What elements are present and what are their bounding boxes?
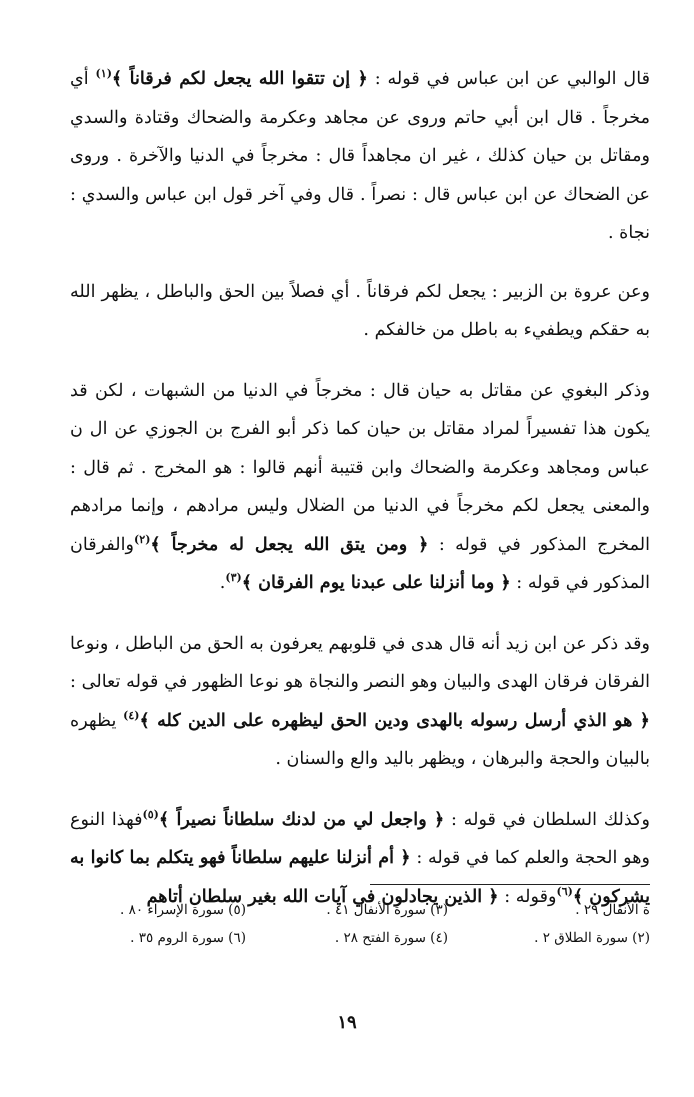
quran-quote: ﴿ هو الذي أرسل رسوله بالهدى ودين الحق ليظهره على الدين كله ﴾: [139, 709, 650, 731]
text-segment: وعن عروة بن الزبير : يجعل لكم فرقاناً . أي فصلاً بين الحق والباطل ، يظهر الله به حقكم ويطفيء به باطل من خالفكم .: [70, 281, 650, 340]
footnote-ref: (٤): [123, 708, 140, 722]
text-segment: يظهره بالبيان والحجة والبرهان ، ويظهر باليد والع والسنان .: [70, 710, 650, 769]
footnote-ref: (٣): [225, 571, 242, 585]
paragraph-5: [70, 801, 650, 917]
text-segment: والفرقان المذكور في قوله :: [70, 534, 650, 593]
quran-quote: ﴿ وما أنزلنا على عبدنا يوم الفرقان ﴾: [241, 572, 511, 593]
quran-quote: ﴿ إن تتقوا الله يجعل لكم فرقاناً ﴾: [111, 68, 368, 89]
quran-quote: ﴿ أم أنزلنا عليهم سلطاناً فهو يتكلم بما كانوا به يشركون ﴾: [70, 847, 650, 907]
quran-quote: ﴿ الذين يجادلون في آيات الله بغير سلطان أتاهم: [146, 885, 499, 907]
footnote-2: (٢) سورة الطلاق ٢ .: [534, 930, 650, 946]
text-segment: فهذا النوع وهو الحجة والعلم كما في قوله :: [70, 809, 650, 868]
footnote-3: (٣) سورة الأنفال ٤١ .: [326, 902, 448, 918]
text-segment: وذكر البغوي عن مقاتل به حيان قال : مخرجاً في الدنيا من الشبهات ، لكن قد يكون هذا تفسيراً لمراد مقاتل بن حيان كما ذكر أبو الفرج بن الجوزي عن ال ن عباس ومجاهد وعكرمة والضحاك وابن قتيبة أنهم قالوا : هو المخرج . ثم قال : والمعنى يجعل لكم مخرجاً في الدنيا من الضلال وليس مرادهم ، وإنما مرادهم المخرج المذكور في قوله :: [70, 380, 651, 555]
footnote-4: (٤) سورة الفتح ٢٨ .: [334, 930, 448, 946]
text-segment: وقد ذكر عن ابن زيد أنه قال هدى في قلوبهم يعرفون به الحق من الباطل ، ونوعا الفرقان فرقان الهدى والبيان وهو النصر والنجاة هو نوعا الظهور في قوله تعالى :: [70, 633, 651, 692]
footnote-divider: [370, 884, 650, 885]
footnote-5: (٥) سورة الإسراء ٨٠ .: [120, 902, 246, 918]
text-segment: وكذلك السلطان في قوله :: [444, 809, 650, 830]
text-segment: وقوله :: [498, 886, 557, 907]
footnote-ref: (٢): [134, 532, 151, 546]
footnote-ref: (٥): [142, 807, 159, 821]
text-segment: أي مخرجاً . قال ابن أبي حاتم وروى عن مجاهد وعكرمة والضحاك وقتادة والسدي ومقاتل بن حيان كذلك ، غير ان مجاهداً قال : مخرجاً في الدنيا والآخرة . وروى عن الضحاك عن ابن عباس قال : نصراً . قال وفي آخر قول ابن عباس والسدي : نجاة .: [70, 69, 650, 243]
quran-quote: ﴿ ومن يتق الله يجعل له مخرجاً ﴾: [150, 533, 429, 555]
paragraph-4: [70, 625, 650, 779]
footnote-ref: (١): [95, 67, 112, 81]
footnote-ref: (٦): [556, 884, 573, 898]
paragraph-3: [70, 372, 650, 603]
text-segment: قال الوالبي عن ابن عباس في قوله :: [367, 69, 650, 89]
main-text: [70, 60, 650, 938]
quran-quote: ﴿ واجعل لي من لدنك سلطاناً نصيراً ﴾: [158, 808, 445, 830]
text-segment: .: [219, 573, 226, 593]
paragraph-1: [70, 60, 650, 253]
footnote-6: (٦) سورة الروم ٣٥ .: [130, 930, 246, 946]
footnotes-row-1: [44, 902, 650, 918]
footnote-1: ة الأنفال ٢٩ .: [575, 902, 650, 918]
footnotes-row-2: [44, 930, 650, 946]
paragraph-2: [70, 273, 650, 350]
page-number: ١٩: [337, 1012, 357, 1033]
